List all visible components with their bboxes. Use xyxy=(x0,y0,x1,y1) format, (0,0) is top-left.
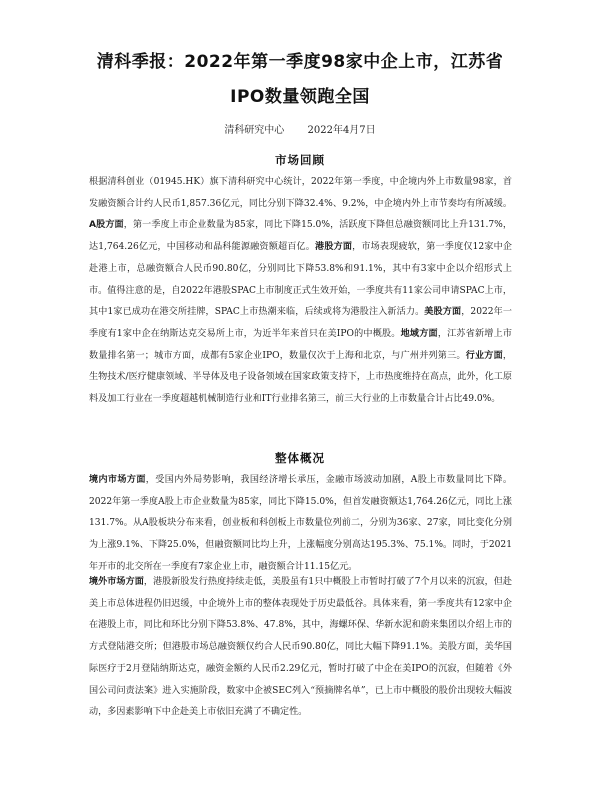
label-hk-shares: 港股方面 xyxy=(315,242,353,253)
byline-date: 2022年4月7日 xyxy=(307,125,376,136)
overseas-text: ，港股新股发行热度持续走低，美股虽有1只中概股上市暂时打破了7个月以来的沉寂，但赴美上市总体进程仍旧迟缓，中企境外上市的整体表现处于历史最低谷。具体来看，第一季度共有12家中企在港股上市，同比和环比分别下降53.8%、47.8%，其中，海螺环保、华新水泥和蔚来集团以介绍上市的方式登陆港交所；但港股市场总融资额仅约合人民币90.80亿，同比大幅下降91.1%。美股方面，美华国际医疗于2月登陆纳斯达克，融资金额约人民币2.29亿元，暂时打破了中企在美IPO的沉寂，但随着《外国公司问责法案》进入实施阶段，数家中企被SEC列入“预摘牌名单”，已上市中概股的股价出现较大幅波动，多因素影响下中企赴美上市依旧充满了不确定性。 xyxy=(89,577,512,718)
review-text-c: ，市场表现疲软，第一季度仅12家中企赴港上市，总融资额合人民币90.80亿，分别同比下降53.8%和91.1%，其中有3家中企以介绍形式上市。值得注意的是，自2022年港股SPAC上市制度正式生效开始，一季度共有11家公司申请SPAC上市，其中1家已成功在港交所挂牌，SPAC上市热潮来临，后续或将为港股注入新活力。 xyxy=(89,242,512,318)
review-text-e: ，江苏省新增上市数量排名第一；城市方面，成都有5家企业IPO，数量仅次于上海和北京，与广州并列第三。 xyxy=(89,328,512,361)
domestic-text: ，受国内外局势影响，我国经济增长承压，金融市场波动加剧，A股上市数量同比下降。2022年第一季度A股上市企业数量为85家，同比下降15.0%，但首发融资额达1,764.26亿元，同比上涨131.7%。从A股板块分布来看，创业板和科创板上市数量位列前二，分别为36家、27家，同比变化分别为上涨9.1%、下降25.0%，但融资额同比均上升，上涨幅度分别高达195.3%、75.1%。同时，于2021年开市的北交所在一季度有7家企业上市，融资额合计11.15亿元。 xyxy=(89,475,512,572)
review-text-a: 根据清科创业（01945.HK）旗下清科研究中心统计，2022年第一季度，中企境内外上市数量98家，首发融资额合计约人民币1,857.36亿元，同比分别下降32.4%、9.2%，中企境内外上市节奏均有所减缓。 xyxy=(89,177,512,209)
label-us-shares: 美股方面 xyxy=(424,307,462,318)
label-region: 地域方面 xyxy=(400,328,438,339)
paragraph-overseas xyxy=(89,572,512,724)
document-title-line2: IPO数量领跑全国 xyxy=(230,87,370,107)
byline-source: 清科研究中心 xyxy=(224,125,285,136)
label-industry: 行业方面 xyxy=(465,350,503,361)
label-a-shares: A股方面 xyxy=(89,220,124,231)
review-text-d: ，2022年一季度有1家中企在纳斯达克交易所上市，为近半年来首只在美IPO的中概股。 xyxy=(89,307,512,339)
paragraph-domestic xyxy=(89,470,512,579)
section-heading-overview: 整体概况 xyxy=(275,451,325,465)
label-domestic: 境内市场方面 xyxy=(89,475,146,485)
section-heading-review: 市场回顾 xyxy=(275,153,325,167)
label-overseas: 境外市场方面 xyxy=(89,577,144,587)
document-title-line1: 清科季报：2022年第一季度98家中企上市，江苏省 xyxy=(96,52,504,72)
byline xyxy=(0,121,600,136)
review-text-b: ，第一季度上市企业数量为85家，同比下降15.0%，活跃度下降但总融资额同比上升131.7%，达1,764.26亿元，中国移动和晶科能源融资额超百亿。 xyxy=(89,220,512,253)
review-text-f: ，生物技术/医疗健康领域、半导体及电子设备领域在国家政策支持下，上市热度维持在高点，此外，化工原料及加工行业在一季度超越机械制造行业和IT行业排名第三，前三大行业的上市数量合计占比49.0%。 xyxy=(89,350,512,405)
paragraph-review xyxy=(89,172,512,411)
